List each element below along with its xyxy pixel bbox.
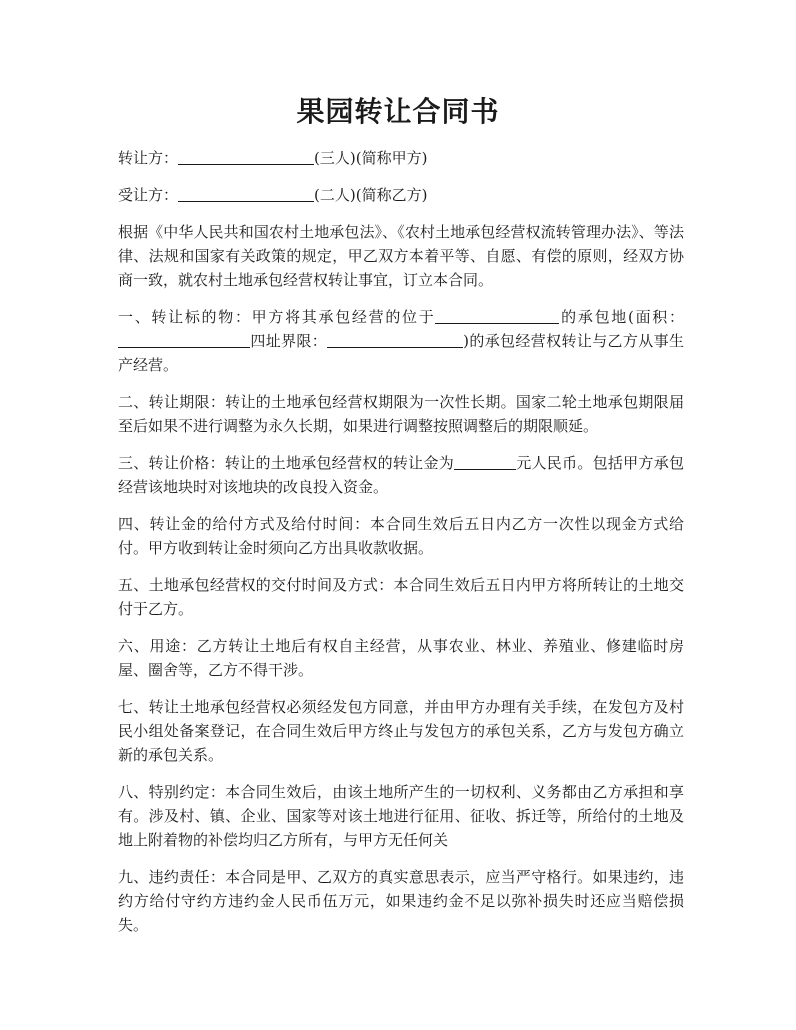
document-body [118, 146, 684, 950]
transferor-name-blank [178, 148, 314, 165]
clause-1-paragraph [118, 305, 684, 377]
boundary-blank [327, 331, 463, 348]
clause-5-paragraph: 五、土地承包经营权的交付时间及方式：本合同生效后五日内甲方将所转让的土地交付于乙方。 [118, 576, 684, 618]
clause-1-text-b: 的承包地(面积： [559, 308, 684, 326]
preamble-paragraph: 根据《中华人民共和国农村土地承包法》、《农村土地承包经营权流转管理办法》、等法律、法规和国家有关政策的规定，甲乙双方本着平等、自愿、有偿的原则，经双方协商一致，就农村土地承包经营权转让事宜，订立本合同。 [118, 223, 684, 289]
clause-3-paragraph [118, 451, 684, 499]
clause-1-text-a: 一、转让标的物：甲方将其承包经营的位于 [118, 308, 436, 326]
price-blank [454, 453, 516, 470]
clause-1-text-c: 四址界限： [250, 332, 328, 350]
area-blank [118, 331, 250, 348]
clause-3-text-b: 元人民币。包括甲方承包经营该地块时对该地块的改良投入资金。 [118, 454, 684, 496]
transferor-label: 转让方： [118, 149, 179, 167]
clause-1-text-d: )的承包经营权转让与乙方从事生产经营。 [118, 332, 684, 374]
clause-6-paragraph: 六、用途：乙方转让土地后有权自主经营，从事农业、林业、养殖业、修建临时房屋、圈舍等，乙方不得干涉。 [118, 637, 684, 679]
clause-4-paragraph: 四、转让金的给付方式及给付时间：本合同生效后五日内乙方一次性以现金方式给付。甲方收到转让金时须向乙方出具收款收据。 [118, 515, 684, 557]
transferee-suffix: (二人)(简称乙方) [314, 186, 428, 204]
transferor-suffix: (三人)(简称甲方) [314, 149, 428, 167]
transferor-line [118, 146, 684, 170]
clause-8-paragraph: 八、特别约定：本合同生效后，由该土地所产生的一切权利、义务都由乙方承担和享有。涉及村、镇、企业、国家等对该土地进行征用、征收、拆迁等，所给付的土地及地上附着物的补偿均归乙方所有，与甲方无任何关 [118, 783, 684, 849]
clause-3-text-a: 三、转让价格：转让的土地承包经营权的转让金为 [118, 454, 454, 472]
location-blank [435, 307, 559, 324]
clause-2-paragraph: 二、转让期限：转让的土地承包经营权期限为一次性长期。国家二轮土地承包期限届至后如果不进行调整为永久长期，如果进行调整按照调整后的期限顺延。 [118, 393, 684, 435]
transferee-line [118, 183, 684, 207]
clause-7-paragraph: 七、转让土地承包经营权必须经发包方同意，并由甲方办理有关手续，在发包方及村民小组处备案登记，在合同生效后甲方终止与发包方的承包关系，乙方与发包方确立新的承包关系。 [118, 698, 684, 764]
document-title: 果园转让合同书 [296, 95, 500, 128]
transferee-label: 受让方： [118, 186, 179, 204]
transferee-name-blank [178, 185, 314, 202]
clause-9-paragraph: 九、违约责任：本合同是甲、乙双方的真实意思表示，应当严守格行。如果违约，违约方给付守约方违约金人民币伍万元，如果违约金不足以弥补损失时还应当赔偿损失。 [118, 868, 684, 934]
